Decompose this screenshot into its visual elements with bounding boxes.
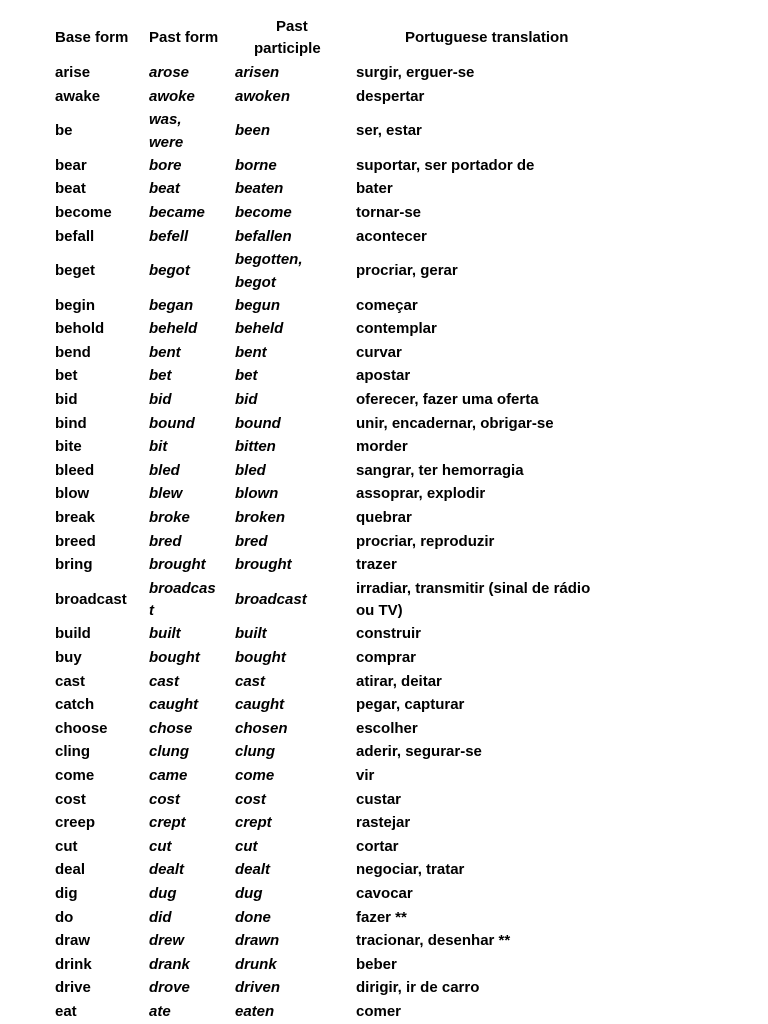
past-form-cell: began [149, 296, 194, 314]
past-form-cell: arose [149, 64, 190, 81]
base-form-cell: buy [55, 648, 82, 666]
past-participle-cell: blown [235, 485, 279, 503]
base-form-cell: cut [55, 837, 78, 855]
base-form-cell: breed [55, 532, 96, 550]
portuguese-cell: despertar [356, 87, 425, 105]
past-participle-cell: beheld [235, 320, 284, 338]
base-form-cell: dig [55, 884, 78, 902]
header-portuguese: Portuguese translation [405, 29, 569, 46]
base-form-cell: bet [55, 367, 78, 385]
past-form-cell: bore [149, 156, 182, 174]
header-past-participle-line2: participle [254, 40, 321, 57]
table-row [0, 389, 768, 413]
past-participle-cell: begun [235, 296, 280, 314]
past-form-cell: cut [149, 837, 172, 855]
base-form-cell: behold [55, 320, 105, 338]
past-form-cell: bit [149, 438, 168, 456]
base-form-cell: awake [55, 87, 101, 105]
table-row [0, 741, 768, 765]
portuguese-cell: apostar [356, 367, 411, 385]
past-participle-cell: borne [235, 156, 277, 174]
table-row [0, 859, 768, 883]
header-base-form: Base form [55, 29, 129, 46]
past-form-cell: bid [149, 391, 172, 408]
portuguese-cell: suportar, ser portador de [356, 156, 535, 174]
portuguese-cell: oferecer, fazer uma oferta [356, 391, 539, 408]
portuguese-cell: contemplar [356, 320, 437, 338]
portuguese-cell: beber [356, 955, 397, 973]
base-form-cell: be [55, 122, 73, 140]
past-form-cell: begot [149, 262, 190, 280]
past-participle-cell: cost [235, 790, 266, 808]
portuguese-cell: ou TV) [356, 602, 403, 620]
table-row [0, 342, 768, 366]
base-form-cell: build [55, 625, 91, 643]
base-form-cell: break [55, 509, 96, 526]
past-participle-cell: bitten [235, 438, 276, 456]
table-row [0, 295, 768, 319]
past-participle-cell: cast [235, 672, 266, 690]
past-participle-cell: bled [235, 461, 266, 479]
table-row [0, 226, 768, 250]
base-form-cell: blow [55, 485, 90, 503]
portuguese-cell: acontecer [356, 227, 427, 245]
base-form-cell: deal [55, 861, 86, 879]
base-form-cell: befall [55, 227, 95, 245]
past-form-cell: built [149, 625, 181, 643]
past-participle-cell: bent [235, 343, 267, 361]
portuguese-cell: cortar [356, 837, 399, 855]
portuguese-cell: bater [356, 180, 393, 198]
portuguese-cell: fazer ** [356, 908, 407, 926]
past-participle-cell: beaten [235, 180, 284, 198]
portuguese-cell: aderir, segurar-se [356, 743, 482, 761]
table-row [0, 318, 768, 342]
header-past-participle-line1: Past [276, 18, 308, 35]
table-row [0, 812, 768, 836]
past-participle-cell: driven [235, 979, 281, 997]
portuguese-cell: assoprar, explodir [356, 485, 486, 503]
past-form-cell: bought [149, 648, 200, 666]
table-row [0, 1001, 768, 1024]
portuguese-cell: quebrar [356, 509, 412, 526]
past-form-cell: cost [149, 790, 180, 808]
table-row [0, 507, 768, 531]
portuguese-cell: irradiar, transmitir (sinal de rádio [356, 579, 591, 597]
table-row [0, 202, 768, 226]
base-form-cell: broadcast [55, 591, 127, 609]
past-form-cell: befell [149, 227, 189, 245]
table-row [0, 671, 768, 695]
table-row [0, 483, 768, 507]
table-row [0, 460, 768, 484]
past-participle-cell: begot [235, 273, 276, 291]
portuguese-cell: sangrar, ter hemorragia [356, 461, 524, 479]
table-row [0, 954, 768, 978]
base-form-cell: bring [55, 556, 93, 574]
portuguese-cell: comprar [356, 648, 417, 666]
base-form-cell: bear [55, 156, 87, 174]
past-form-cell: drew [149, 932, 185, 950]
past-form-cell: blew [149, 485, 183, 503]
portuguese-cell: procriar, gerar [356, 262, 458, 280]
table-row [0, 531, 768, 555]
base-form-cell: eat [55, 1002, 77, 1020]
portuguese-cell: começar [356, 296, 418, 314]
table-row [0, 249, 768, 295]
base-form-cell: draw [55, 932, 91, 950]
base-form-cell: bid [55, 391, 78, 408]
past-form-cell: broadcas [149, 579, 216, 597]
portuguese-cell: atirar, deitar [356, 672, 442, 690]
past-form-cell: dug [149, 884, 177, 902]
past-participle-cell: built [235, 625, 267, 643]
base-form-cell: beat [55, 180, 86, 198]
past-form-cell: was, [149, 111, 182, 129]
past-participle-cell: drawn [235, 932, 280, 950]
portuguese-cell: construir [356, 625, 422, 643]
past-form-cell: came [149, 766, 188, 784]
past-form-cell: crept [149, 814, 186, 832]
past-form-cell: became [149, 203, 205, 221]
portuguese-cell: custar [356, 790, 402, 808]
past-participle-cell: begotten, [235, 251, 303, 269]
portuguese-cell: surgir, erguer-se [356, 64, 475, 81]
base-form-cell: do [55, 908, 74, 926]
table-row [0, 436, 768, 460]
portuguese-cell: rastejar [356, 814, 411, 832]
portuguese-cell: comer [356, 1002, 402, 1020]
portuguese-cell: morder [356, 438, 408, 456]
portuguese-cell: unir, encadernar, obrigar-se [356, 414, 554, 432]
past-participle-cell: cut [235, 837, 258, 855]
base-form-cell: begin [55, 296, 95, 314]
base-form-cell: bend [55, 343, 91, 361]
past-participle-cell: crept [235, 814, 272, 832]
table-row [0, 178, 768, 202]
past-participle-cell: dealt [235, 861, 271, 879]
past-participle-cell: clung [235, 743, 275, 761]
past-participle-cell: come [235, 766, 275, 784]
past-form-cell: chose [149, 719, 193, 737]
past-participle-cell: eaten [235, 1002, 275, 1020]
table-row [0, 718, 768, 742]
portuguese-cell: trazer [356, 556, 397, 574]
base-form-cell: bind [55, 414, 87, 432]
past-form-cell: ate [149, 1002, 171, 1020]
past-form-cell: brought [149, 556, 206, 574]
table-row [0, 883, 768, 907]
base-form-cell: drink [55, 955, 92, 973]
table-row [0, 930, 768, 954]
past-participle-cell: broken [235, 509, 286, 526]
table-row [0, 647, 768, 671]
past-participle-cell: caught [235, 696, 285, 714]
past-participle-cell: broadcast [235, 591, 307, 609]
past-form-cell: drove [149, 979, 190, 997]
past-participle-cell: bid [235, 391, 258, 408]
base-form-cell: come [55, 766, 95, 784]
portuguese-cell: negociar, tratar [356, 861, 465, 879]
portuguese-cell: procriar, reproduzir [356, 532, 495, 550]
base-form-cell: creep [55, 814, 96, 832]
past-participle-cell: bet [235, 367, 258, 385]
table-row [0, 413, 768, 437]
table-row [0, 365, 768, 389]
past-participle-cell: bought [235, 648, 286, 666]
past-form-cell: broke [149, 509, 190, 526]
past-form-cell: bred [149, 532, 182, 550]
base-form-cell: catch [55, 696, 95, 714]
past-participle-cell: bred [235, 532, 268, 550]
table-row [0, 765, 768, 789]
portuguese-cell: tornar-se [356, 203, 422, 221]
portuguese-cell: curvar [356, 343, 402, 361]
table-row [0, 907, 768, 931]
past-form-cell: cast [149, 672, 180, 690]
base-form-cell: bleed [55, 461, 95, 479]
base-form-cell: cost [55, 790, 86, 808]
past-form-cell: caught [149, 696, 199, 714]
past-form-cell: t [149, 602, 154, 620]
portuguese-cell: dirigir, ir de carro [356, 979, 480, 997]
past-participle-cell: been [235, 122, 271, 140]
base-form-cell: become [55, 203, 112, 221]
past-participle-cell: drunk [235, 955, 277, 973]
past-participle-cell: bound [235, 414, 281, 432]
base-form-cell: beget [55, 262, 96, 280]
past-participle-cell: arisen [235, 64, 280, 81]
past-form-cell: did [149, 908, 172, 926]
table-row [0, 789, 768, 813]
header-past-form: Past form [149, 29, 219, 46]
portuguese-cell: ser, estar [356, 122, 422, 140]
base-form-cell: cling [55, 743, 91, 761]
past-participle-cell: chosen [235, 719, 288, 737]
past-form-cell: dealt [149, 861, 185, 879]
table-row [0, 86, 768, 110]
portuguese-cell: escolher [356, 719, 418, 737]
past-participle-cell: awoken [235, 87, 291, 105]
table-row [0, 62, 768, 86]
base-form-cell: arise [55, 64, 91, 81]
table-row [0, 694, 768, 718]
past-form-cell: bet [149, 367, 172, 385]
past-form-cell: awoke [149, 87, 195, 105]
past-form-cell: were [149, 133, 184, 151]
base-form-cell: bite [55, 438, 82, 456]
table-row [0, 578, 768, 624]
portuguese-cell: pegar, capturar [356, 696, 465, 714]
past-form-cell: drank [149, 955, 190, 973]
portuguese-cell: tracionar, desenhar ** [356, 932, 511, 950]
table-row [0, 623, 768, 647]
past-participle-cell: become [235, 203, 292, 221]
past-form-cell: bound [149, 414, 195, 432]
past-participle-cell: brought [235, 556, 292, 574]
table-row [0, 836, 768, 860]
past-form-cell: clung [149, 743, 189, 761]
base-form-cell: drive [55, 979, 91, 997]
past-form-cell: bent [149, 343, 181, 361]
table-row [0, 977, 768, 1001]
past-form-cell: bled [149, 461, 180, 479]
past-participle-cell: done [235, 908, 271, 926]
past-participle-cell: dug [235, 884, 263, 902]
past-form-cell: beheld [149, 320, 198, 338]
base-form-cell: choose [55, 719, 108, 737]
portuguese-cell: cavocar [356, 884, 413, 902]
table-row [0, 109, 768, 155]
base-form-cell: cast [55, 672, 86, 690]
past-participle-cell: befallen [235, 227, 292, 245]
table-row [0, 554, 768, 578]
table-row [0, 155, 768, 179]
past-form-cell: beat [149, 180, 180, 198]
portuguese-cell: vir [356, 766, 375, 784]
